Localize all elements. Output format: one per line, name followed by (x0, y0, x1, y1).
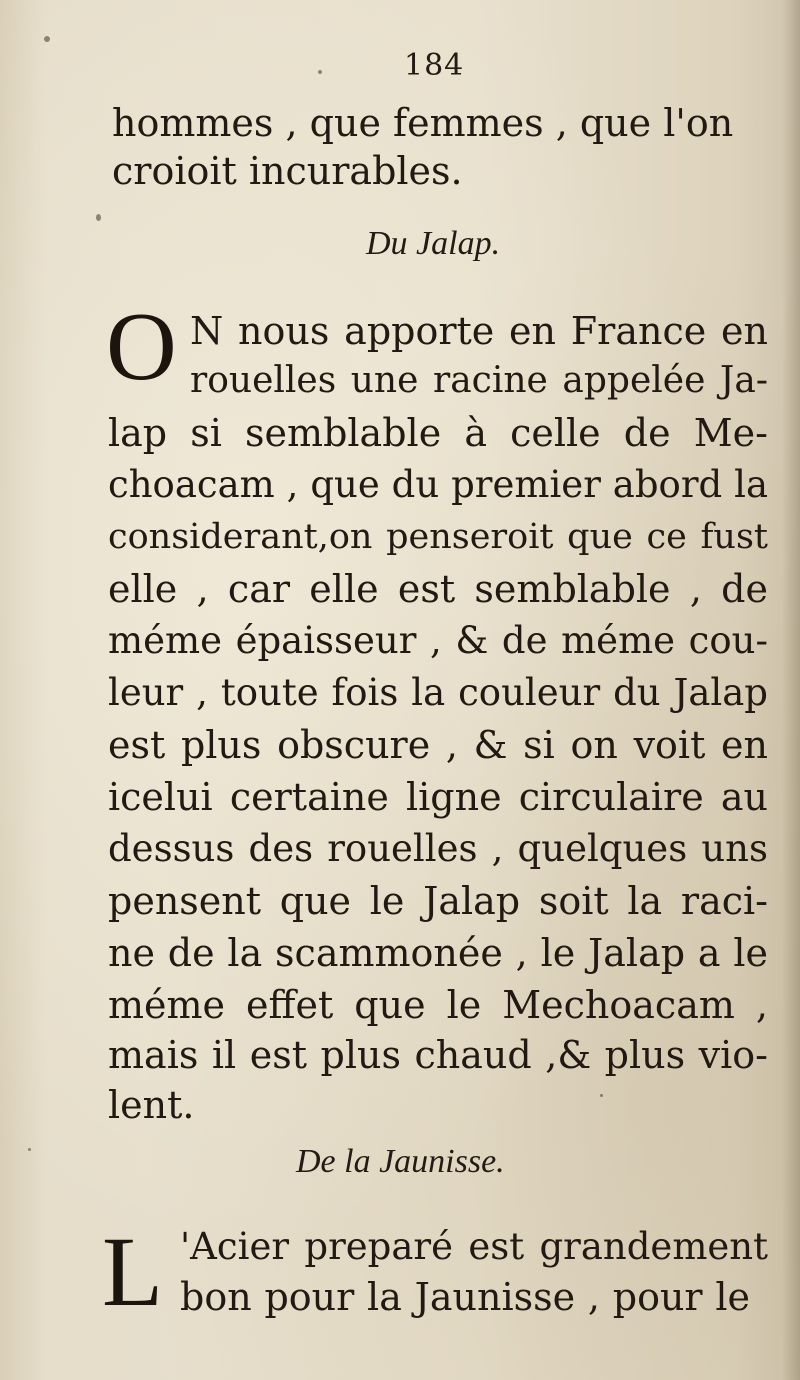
text-line: leur , toute fois la couleur du Jalap (108, 671, 768, 714)
text-line: pensent que le Jalap soit la raci- (108, 879, 768, 923)
text-line: bon pour la Jaunisse , pour le (180, 1275, 750, 1319)
section-heading-jalap: Du Jalap. (366, 225, 501, 262)
paper-speck (318, 70, 322, 74)
text-line: croioit incurables. (112, 149, 463, 193)
text-line: choacam , que du premier abord la (108, 463, 768, 506)
text-line: considerant,on penseroit que ce fust (108, 517, 768, 557)
paper-speck (44, 36, 50, 42)
text-line: icelui certaine ligne circulaire au (108, 775, 768, 819)
text-line: rouelles une racine appelée Ja- (190, 360, 768, 401)
section-heading-jaunisse: De la Jaunisse. (296, 1143, 505, 1180)
paper-speck (96, 214, 101, 221)
drop-cap-o: O (106, 293, 177, 401)
text-line: N nous apporte en France en (190, 309, 768, 353)
page-number: 184 (404, 48, 465, 83)
text-line: lent. (108, 1083, 195, 1127)
text-line: lap si semblable à celle de Me- (108, 411, 768, 455)
text-line: ne de la scammonée , le Jalap a le (108, 931, 768, 975)
text-line: méme effet que le Mechoacam , (108, 983, 768, 1027)
text-line: dessus des rouelles , quelques uns (108, 827, 768, 870)
text-line: est plus obscure , & si on voit en (108, 723, 768, 767)
paper-speck (28, 1148, 31, 1151)
text-line: mais il est plus chaud ,& plus vio- (108, 1033, 768, 1077)
text-line: 'Acier preparé est grandement (180, 1225, 768, 1268)
drop-cap-l: L (102, 1216, 164, 1327)
text-line: elle , car elle est semblable , de (108, 567, 768, 611)
text-line: hommes , que femmes , que l'on (112, 101, 734, 145)
page-spine-shadow (782, 0, 800, 1380)
text-line: méme épaisseur , & de méme cou- (108, 619, 768, 662)
